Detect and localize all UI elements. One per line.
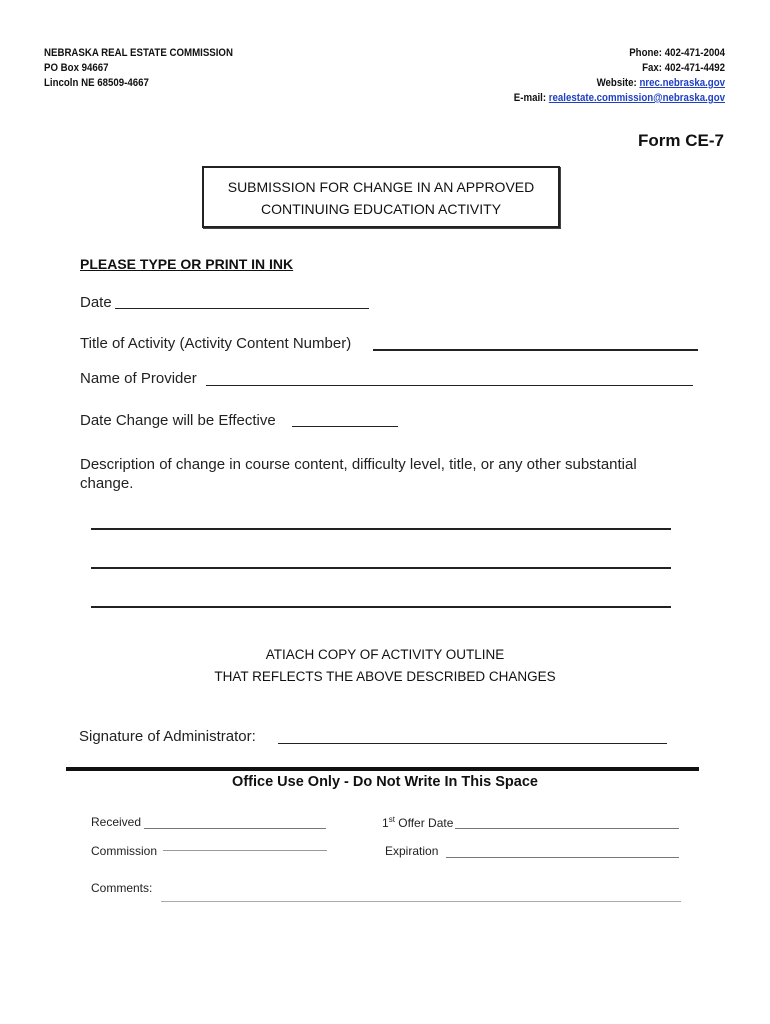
- po-box: PO Box 94667: [44, 62, 109, 74]
- description-label: Description of change in course content, difficulty level, title, or any other substantial change.: [80, 456, 637, 492]
- form-title-box: [202, 166, 560, 228]
- office-use-heading: Office Use Only - Do Not Write In This Space: [232, 774, 538, 790]
- email-label: E-mail:: [513, 92, 549, 104]
- website-label: Website:: [596, 77, 640, 89]
- received-label: Received: [91, 815, 142, 829]
- commission-address: [44, 46, 233, 91]
- activity-title-label: Title of Activity (Activity Content Number): [80, 335, 352, 352]
- offer-date-label: [382, 815, 453, 830]
- city-zip: Lincoln NE 68509-4667: [44, 77, 149, 89]
- comments-label: Comments:: [91, 881, 153, 895]
- expiration-field[interactable]: [446, 857, 679, 858]
- effective-date-field[interactable]: [292, 426, 398, 427]
- offer-date-text: Offer Date: [394, 816, 454, 830]
- website-line: [514, 76, 725, 91]
- provider-label: Name of Provider: [80, 370, 197, 387]
- offer-date-number: 1: [382, 816, 389, 830]
- org-name: NEBRASKA REAL ESTATE COMMISSION: [44, 47, 233, 59]
- contact-info: [514, 46, 725, 106]
- email-line: [514, 91, 725, 106]
- signature-label: Signature of Administrator:: [79, 728, 256, 745]
- attach-notice-line1: ATIACH COPY OF ACTIVITY OUTLINE: [265, 647, 505, 662]
- attach-notice: [0, 644, 770, 688]
- description-line-3[interactable]: [91, 606, 671, 608]
- attach-notice-line2: THAT REFLECTS THE ABOVE DESCRIBED CHANGES: [214, 669, 556, 684]
- form-title-line2: CONTINUING EDUCATION ACTIVITY: [260, 201, 502, 217]
- commission-label: Commission: [91, 844, 158, 858]
- email-link[interactable]: realestate.commission@nebraska.gov: [548, 92, 725, 104]
- date-label: Date: [80, 294, 112, 311]
- signature-field[interactable]: [278, 743, 667, 744]
- expiration-label: Expiration: [385, 844, 439, 858]
- activity-title-field[interactable]: [373, 349, 698, 351]
- instruction: PLEASE TYPE OR PRINT IN INK: [80, 256, 294, 272]
- received-field[interactable]: [144, 828, 326, 829]
- website-link[interactable]: nrec.nebraska.gov: [639, 77, 725, 89]
- offer-date-suffix: st: [388, 815, 395, 824]
- comments-field[interactable]: [161, 901, 681, 902]
- date-field[interactable]: [115, 308, 369, 309]
- commission-field[interactable]: [163, 850, 327, 851]
- phone: Phone: 402-471-2004: [629, 47, 725, 59]
- effective-date-label: Date Change will be Effective: [80, 412, 276, 429]
- fax: Fax: 402-471-4492: [642, 62, 725, 74]
- description-line-1[interactable]: [91, 528, 671, 530]
- form-number: Form CE-7: [638, 131, 724, 150]
- form-title-line1: SUBMISSION FOR CHANGE IN AN APPROVED: [227, 179, 535, 195]
- provider-field[interactable]: [206, 385, 693, 386]
- offer-date-field[interactable]: [455, 828, 679, 829]
- description-line-2[interactable]: [91, 567, 671, 569]
- section-divider: [66, 767, 699, 771]
